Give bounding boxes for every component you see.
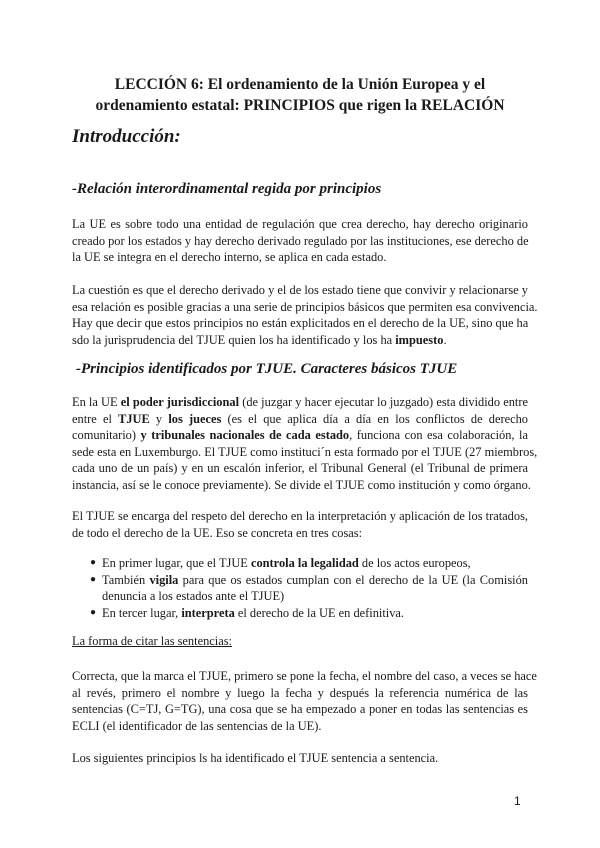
list-item: ● En tercer lugar, interpreta el derecho de la UE en definitiva. [90, 605, 405, 620]
paragraph-5: Correcta, que la marca el TJUE, primero se pone la fecha, el nombre del caso, a veces se hace al revés, primero el nombre y luego la fecha y después la referencia numérica de las sentencias (C=TJ, G=TG), una cosa que se ha empezado a poner en todas las sentencias es ECLI (el identificador de las sentencias de la UE). [72, 669, 537, 733]
bold-impuesto: impuesto [395, 332, 444, 347]
title-line-1: LECCIÓN 6: El ordenamiento de la Unión Europea y el [114, 76, 486, 93]
bullet-list [72, 555, 528, 621]
paragraph-1: La UE es sobre todo una entidad de regulación que crea derecho, hay derecho originario creado por los estados y hay derecho derivado regulado por las instituciones, ese derecho de la UE se integra en el derecho interno, se aplica en cada estado. [72, 217, 529, 265]
list-item: ● En primer lugar, que el TJUE controla la legalidad de los actos europeos, [90, 556, 471, 570]
paragraph-2: La cuestión es que el derecho derivado y el de los estado tiene que convivir y relacionarse y esa relación es posible gracias a una serie de principios básicos que permiten esa convivencia. Hay que decir que estos principios no están explicitados en el derecho de la UE, sino que ha sdo la jurisprudencia del TJUE quien los ha identificado y los ha impuesto. [72, 283, 538, 347]
paragraph-6: Los siguientes principios ls ha identificado el TJUE sentencia a sentencia. [72, 751, 439, 765]
bullet-icon: ● [90, 573, 97, 585]
lesson-title [70, 74, 530, 116]
page-number: 1 [514, 794, 521, 808]
bullet-icon: ● [90, 606, 97, 618]
section-heading-principios: -Principios identificados por TJUE. Caracteres básicos TJUE [76, 361, 458, 377]
citation-heading: La forma de citar las sentencias: [72, 634, 232, 648]
list-item: ● También vigila para que os estados cumplan con el derecho de la UE (la Comisión denuncia a los estados ante el TJUE) [90, 572, 528, 604]
section-heading-relacion: -Relación interordinamental regida por principios [72, 181, 382, 197]
paragraph-3: En la UE el poder jurisdiccional (de juzgar y hacer ejecutar lo juzgado) esta dividido entre entre el TJUE y los jueces (es el que aplica día a día en los conflictos de derecho comunitario) y tribunales nacionales de cada estado, funciona con esa colaboración, la sede esta en Luxemburgo. El TJUE como instituci´n esta formado por el TJUE (27 miembros, cada uno de un país) y en un escalón inferior, el Tribunal General (el Tribunal de primera instancia, así se le conoce previamente). Se divide el TJUE como institución y como órgano. [72, 395, 538, 492]
bullet-icon: ● [90, 557, 97, 568]
paragraph-4: El TJUE se encarga del respeto del derecho en la interpretación y aplicación de los tratados, de todo el derecho de la UE. Eso se concreta en tres cosas: [72, 509, 528, 540]
title-line-2: ordenamiento estatal: PRINCIPIOS que rigen la RELACIÓN [95, 97, 505, 114]
intro-heading: Introducción: [72, 126, 181, 147]
